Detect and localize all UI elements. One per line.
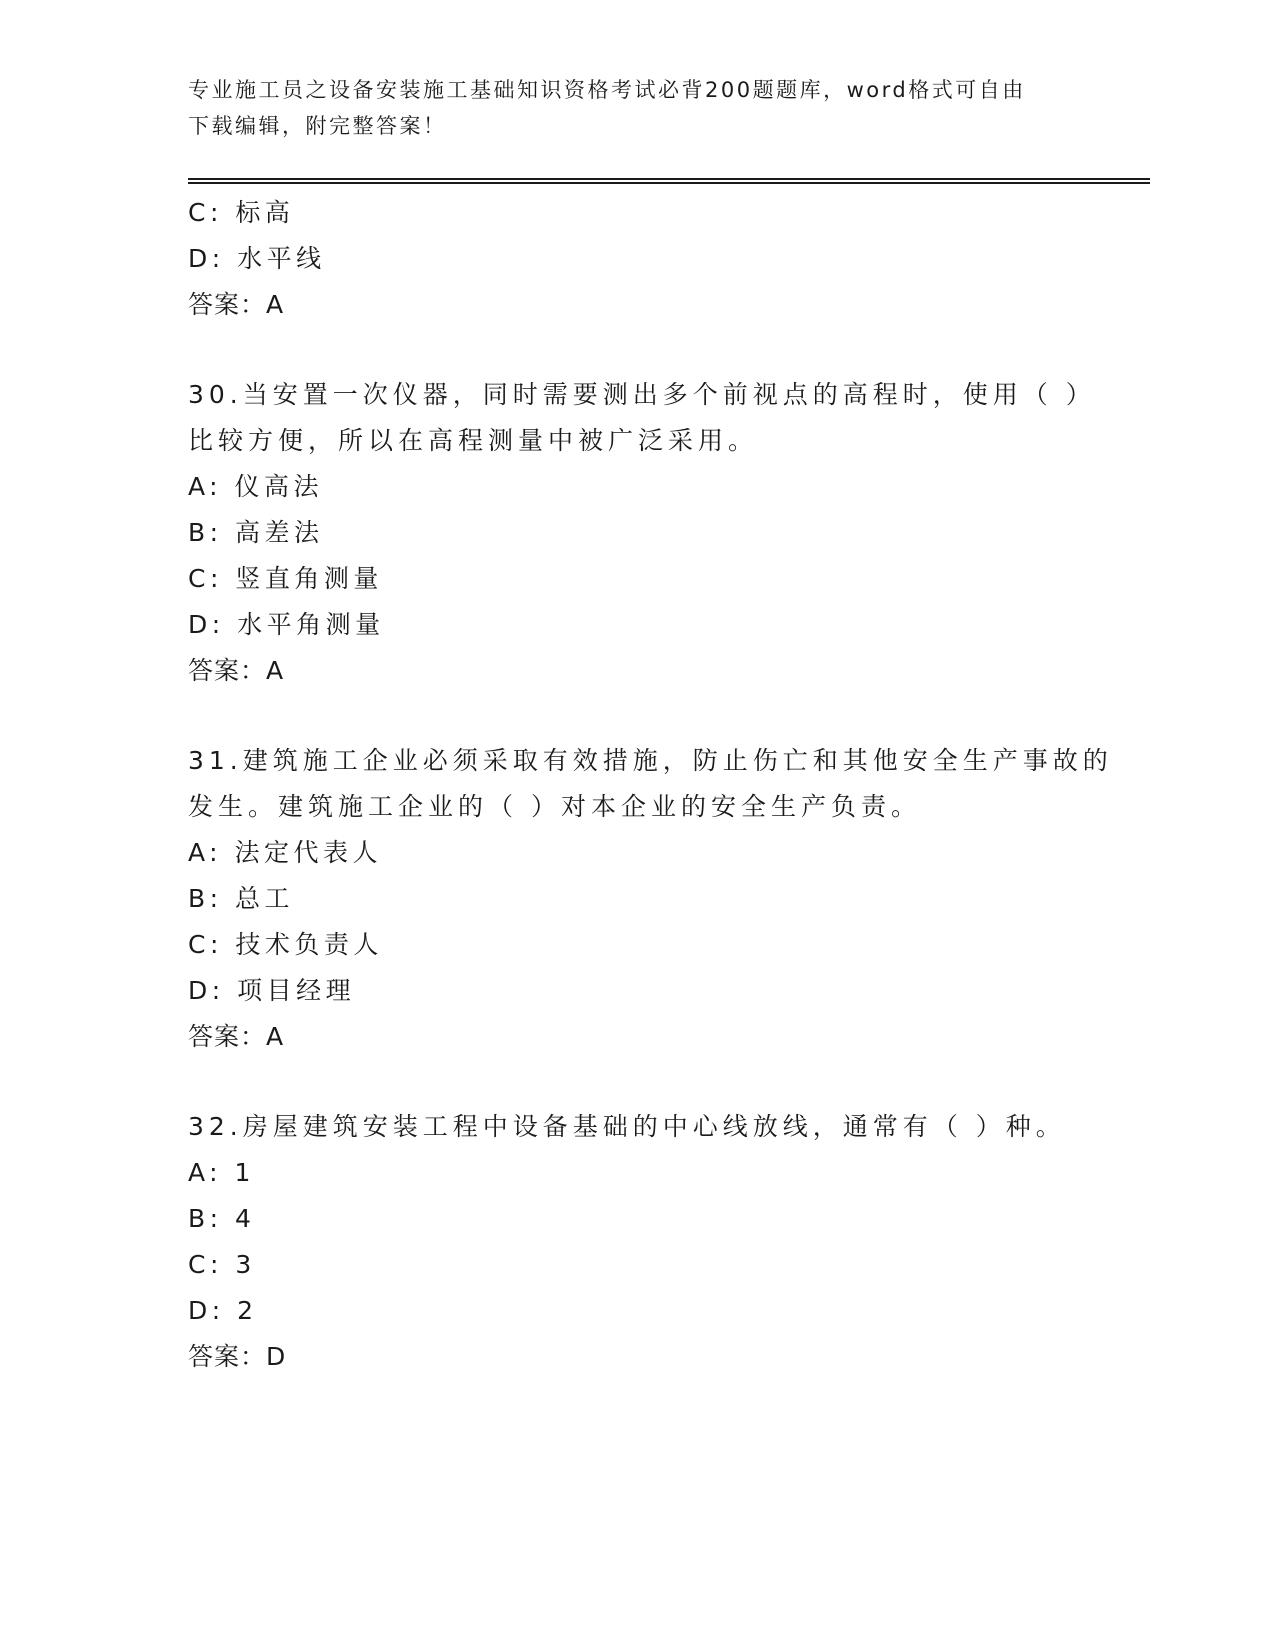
option-a: A: 仪高法 xyxy=(188,472,324,501)
answer-line: 答案：A xyxy=(188,656,285,685)
option-d: D: 水平线 xyxy=(188,244,326,273)
option-b: B: 4 xyxy=(188,1204,256,1233)
header-line-2: 下载编辑，附完整答案！ xyxy=(188,114,447,138)
question-31 xyxy=(188,738,1113,1060)
option-c: C: 技术负责人 xyxy=(188,930,383,959)
question-stem: 31.建筑施工企业必须采取有效措施，防止伤亡和其他安全生产事故的 xyxy=(188,746,1113,775)
question-30 xyxy=(188,372,1108,694)
option-a: A: 法定代表人 xyxy=(188,838,383,867)
header-line-1: 专业施工员之设备安装施工基础知识资格考试必背200题题库，word格式可自由 xyxy=(188,78,1026,102)
question-list xyxy=(188,190,1113,1380)
option-b: B: 高差法 xyxy=(188,518,324,547)
question-29-tail xyxy=(188,190,1108,328)
answer-line: 答案：D xyxy=(188,1342,287,1371)
option-c: C: 标高 xyxy=(188,198,295,227)
question-stem-continued: 比较方便，所以在高程测量中被广泛采用。 xyxy=(188,426,759,455)
question-stem: 32.房屋建筑安装工程中设备基础的中心线放线，通常有（ ）种。 xyxy=(188,1112,1066,1141)
header-divider-bottom xyxy=(188,182,1150,184)
option-a: A: 1 xyxy=(188,1158,255,1187)
answer-line: 答案：A xyxy=(188,1022,285,1051)
option-c: C: 竖直角测量 xyxy=(188,564,383,593)
option-d: D: 2 xyxy=(188,1296,258,1325)
question-32 xyxy=(188,1104,1108,1380)
answer-line: 答案：A xyxy=(188,290,285,319)
option-d: D: 项目经理 xyxy=(188,976,356,1005)
option-c: C: 3 xyxy=(188,1250,256,1279)
header-divider-top xyxy=(188,178,1150,180)
question-stem-continued: 发生。建筑施工企业的（ ）对本企业的安全生产负责。 xyxy=(188,792,921,821)
question-stem: 30.当安置一次仪器，同时需要测出多个前视点的高程时，使用（ ） xyxy=(188,380,1096,409)
option-b: B: 总工 xyxy=(188,884,295,913)
document-header xyxy=(188,72,1088,144)
option-d: D: 水平角测量 xyxy=(188,610,385,639)
